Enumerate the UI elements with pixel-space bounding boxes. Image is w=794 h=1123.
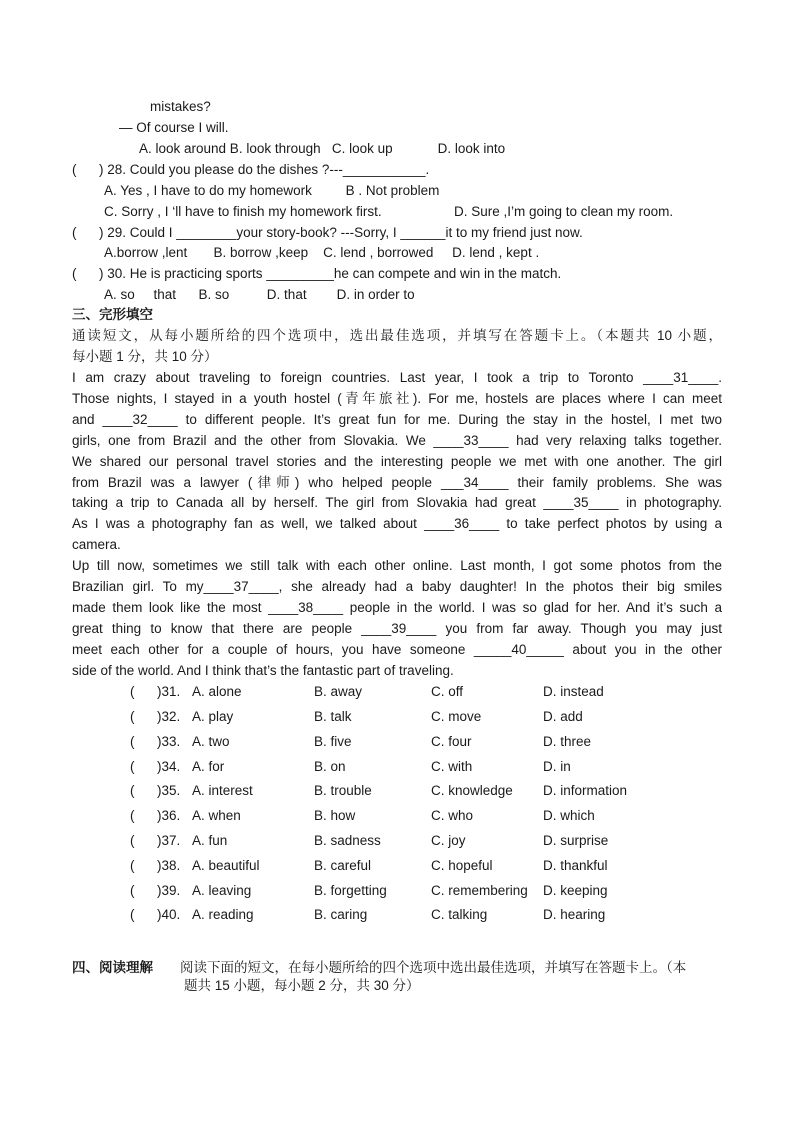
q30-stem: ( ) 30. He is practicing sports _________he can compete and win in the match. <box>72 266 562 281</box>
option-c: C. talking <box>431 907 488 922</box>
q28-stem: ( ) 28. Could you please do the dishes ?---___________. <box>72 162 430 177</box>
option-b: B. caring <box>314 907 368 922</box>
option-b: B. talk <box>314 709 352 724</box>
option-d: D. hearing <box>543 907 606 922</box>
passage-line: girls, one from Brazil and the other from Slovakia. We ____33____ had very relaxing talks together. <box>72 433 722 448</box>
passage-line: As I was a photography fan as well, we talked about ____36____ to take perfect photos by using a <box>72 516 722 531</box>
option-c: C. remembering <box>431 883 528 898</box>
option-b: B. careful <box>314 858 372 873</box>
option-d: D. add <box>543 709 583 724</box>
passage-line: camera. <box>72 537 121 552</box>
option-d: D. in <box>543 759 571 774</box>
passage-line: I am crazy about traveling to foreign countries. Last year, I took a trip to Toronto ____31____. <box>72 370 722 385</box>
option-a: A. play <box>192 709 234 724</box>
option-c: C. knowledge <box>431 783 513 798</box>
passage-line: meet each other for a couple of hours, you have someone _____40_____ about you in the other <box>72 642 722 657</box>
question-number: ( )33. <box>130 734 181 749</box>
passage-line: We shared our personal travel stories and the interesting people we met with one another. The girl <box>72 454 722 469</box>
option-a: A. two <box>192 734 230 749</box>
question-number: ( )34. <box>130 759 181 774</box>
section4-title: 四、阅读理解 <box>72 960 153 975</box>
option-d: D. which <box>543 808 595 823</box>
q27-reply: — Of course I will. <box>119 120 229 135</box>
q30-options: A. so that B. so D. that D. in order to <box>104 287 415 302</box>
section4-instruction-2: 题共 15 小题，每小题 2 分，共 30 分） <box>184 978 420 993</box>
option-b: B. how <box>314 808 356 823</box>
option-a: A. interest <box>192 783 253 798</box>
option-b: B. away <box>314 684 363 699</box>
option-a: A. leaving <box>192 883 252 898</box>
option-c: C. four <box>431 734 472 749</box>
question-number: ( )38. <box>130 858 181 873</box>
section3-title: 三、完形填空 <box>72 307 153 322</box>
option-a: A. for <box>192 759 225 774</box>
question-number: ( )36. <box>130 808 181 823</box>
option-a: A. alone <box>192 684 242 699</box>
q27-stem-end: mistakes? <box>150 99 211 114</box>
q28-option-d: D. Sure ,I’m going to clean my room. <box>454 204 674 219</box>
option-d: D. instead <box>543 684 604 699</box>
option-a: A. when <box>192 808 241 823</box>
option-a: A. beautiful <box>192 858 260 873</box>
option-a: A. fun <box>192 833 228 848</box>
section3-instruction-2: 每小题 1 分，共 10 分） <box>72 349 218 364</box>
question-number: ( )40. <box>130 907 181 922</box>
option-c: C. who <box>431 808 474 823</box>
passage-line: Brazilian girl. To my____37____, she already had a baby daughter! In the photos their big smiles <box>72 579 722 594</box>
passage-line: great thing to know that there are people ____39____ you from far away. Though you may just <box>72 621 722 636</box>
option-c: C. off <box>431 684 464 699</box>
section3-instruction-1: 通读短文，从每小题所给的四个选项中，选出最佳选项，并填写在答题卡上。（本题共 10 小题， <box>72 328 722 343</box>
section4-instruction-1: 阅读下面的短文，在每小题所给的四个选项中选出最佳选项，并填写在答题卡上。（本 <box>180 960 687 975</box>
q27-options: A. look around B. look through C. look up D. look into <box>139 141 506 156</box>
option-c: C. move <box>431 709 482 724</box>
question-number: ( )39. <box>130 883 181 898</box>
passage-line: Up till now, sometimes we still talk with each other online. Last month, I got some photos from the <box>72 558 722 573</box>
passage-line: from Brazil was a lawyer (律师) who helped people ___34____ their family problems. She was <box>72 475 722 490</box>
option-b: B. forgetting <box>314 883 387 898</box>
option-d: D. three <box>543 734 592 749</box>
passage-line: made them look like the most ____38____ people in the world. I was so glad for her. And it’s such a <box>72 600 722 615</box>
q28-option-c: C. Sorry , I ‘ll have to finish my homework first. <box>104 204 382 219</box>
option-b: B. five <box>314 734 352 749</box>
option-d: D. keeping <box>543 883 608 898</box>
passage-line: side of the world. And I think that’s the fantastic part of traveling. <box>72 663 454 678</box>
q29-stem: ( ) 29. Could I ________your story-book? ---Sorry, I ______it to my friend just now. <box>72 225 583 240</box>
q29-options: A.borrow ,lent B. borrow ,keep C. lend , borrowed D. lend , kept . <box>104 245 540 260</box>
option-a: A. reading <box>192 907 254 922</box>
q28-options-ab: A. Yes , I have to do my homework B . Not problem <box>104 183 440 198</box>
question-number: ( )37. <box>130 833 181 848</box>
passage-line: taking a trip to Canada all by herself. The girl from Slovakia had great ____35____ in photography. <box>72 495 722 510</box>
passage-line: and ____32____ to different people. It’s great fun for me. During the stay in the hostel, I met two <box>72 412 722 427</box>
option-b: B. sadness <box>314 833 381 848</box>
option-d: D. surprise <box>543 833 609 848</box>
option-b: B. trouble <box>314 783 372 798</box>
option-b: B. on <box>314 759 346 774</box>
option-c: C. with <box>431 759 473 774</box>
passage-line: Those nights, I stayed in a youth hostel (青年旅社). For me, hostels are places where I can meet <box>72 391 722 406</box>
question-number: ( )35. <box>130 783 181 798</box>
question-number: ( )31. <box>130 684 181 699</box>
option-c: C. joy <box>431 833 466 848</box>
option-c: C. hopeful <box>431 858 493 873</box>
question-number: ( )32. <box>130 709 181 724</box>
option-d: D. information <box>543 783 628 798</box>
option-d: D. thankful <box>543 858 608 873</box>
